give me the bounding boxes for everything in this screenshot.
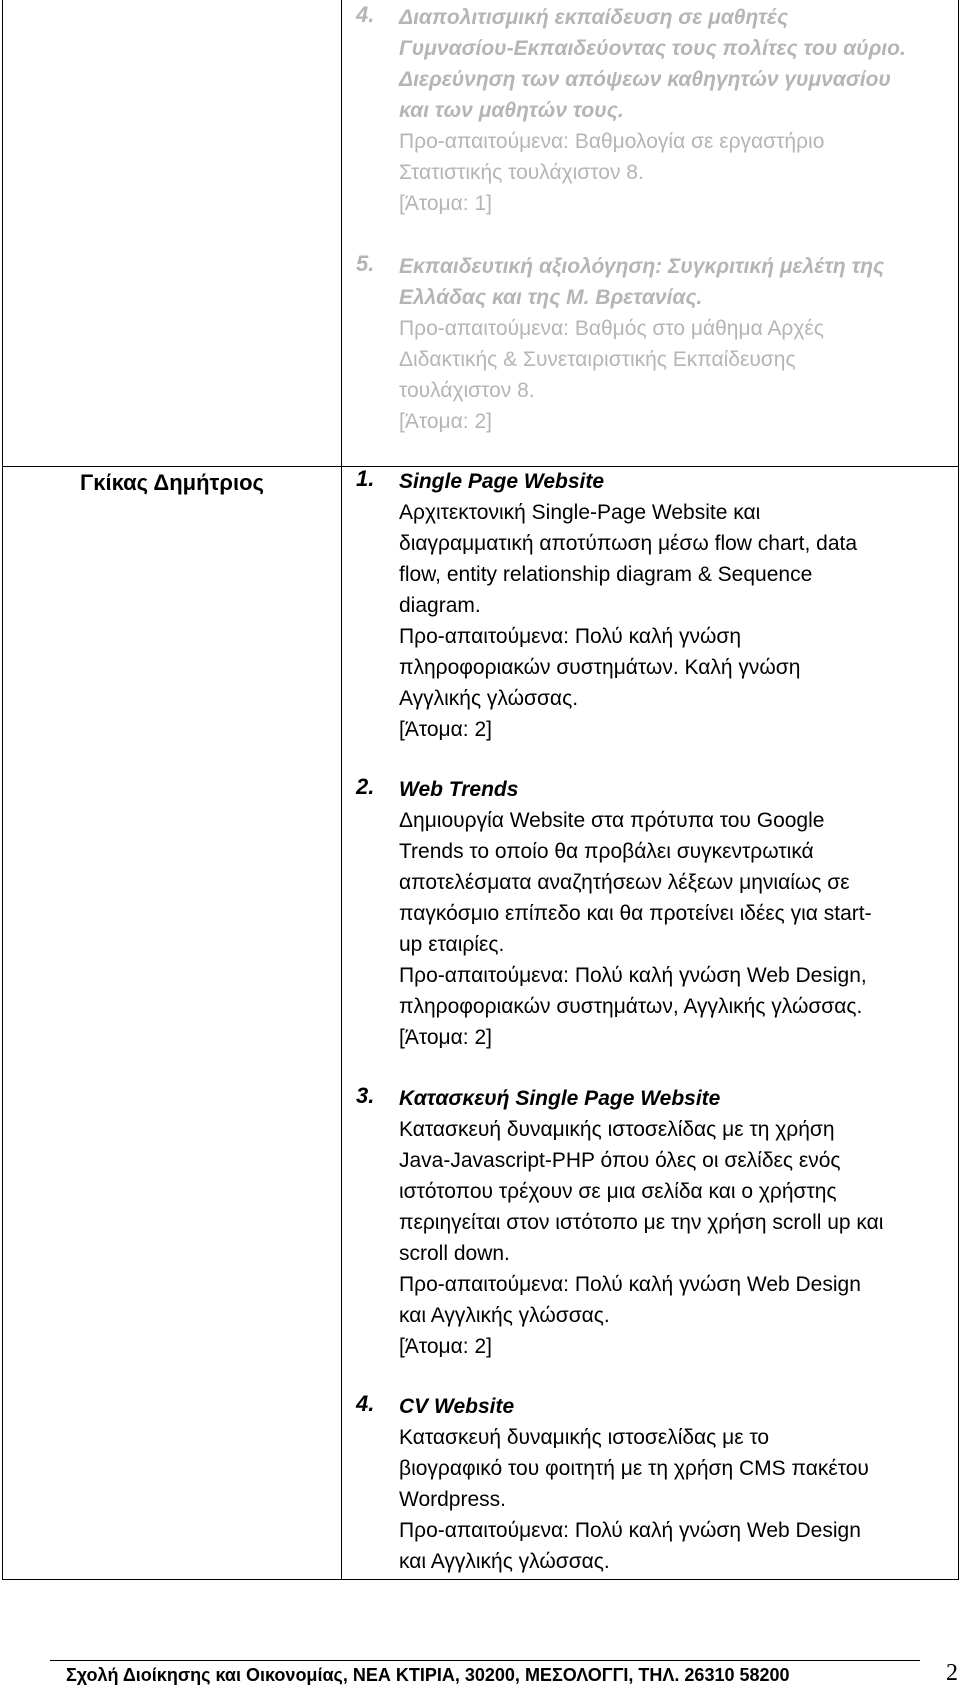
project-title-line: και των μαθητών τους. [399, 99, 624, 122]
project-title: Web Trends [399, 778, 519, 801]
project-4 [356, 1391, 956, 1577]
project-desc-line: αποτελέσματα αναζητήσεων λέξεων μηνιαίως σε [399, 871, 850, 894]
project-desc-line: πληροφοριακών συστημάτων, Αγγλικής γλώσσας. [399, 995, 863, 1018]
project-desc-line: Διδακτικής & Συνεταιριστικής Εκπαίδευσης [399, 348, 796, 371]
project-3 [356, 1083, 956, 1362]
project-desc-line: Αγγλικής γλώσσας. [399, 687, 579, 710]
project-desc-line: up εταιρίες. [399, 933, 505, 956]
project-people: [Άτομα: 2] [399, 1335, 492, 1358]
project-people: [Άτομα: 1] [399, 192, 492, 215]
project-title: Single Page Website [399, 470, 605, 493]
project-number: 1. [356, 466, 375, 491]
project-desc-line: τουλάχιστον 8. [399, 379, 535, 402]
project-desc-line: διαγραμματική αποτύπωση μέσω flow chart, data [399, 532, 858, 555]
project-desc-line: παγκόσμιο επίπεδο και θα προτείνει ιδέες για start- [399, 902, 872, 925]
project-desc-line: Προ-απαιτούμενα: Πολύ καλή γνώση [399, 625, 742, 648]
project-2 [356, 774, 956, 1053]
project-desc-line: flow, entity relationship diagram & Sequence [399, 563, 813, 586]
faded-project-4 [356, 2, 956, 219]
project-title: CV Website [399, 1395, 515, 1418]
project-desc-line: βιογραφικό του φοιτητή με τη χρήση CMS πακέτου [399, 1457, 869, 1480]
project-title-line: Διαπολιτισμική εκπαίδευση σε μαθητές [399, 6, 789, 29]
table-border-right [958, 0, 959, 1580]
project-desc-line: scroll down. [399, 1242, 510, 1265]
footer-address: Σχολή Διοίκησης και Οικονομίας, ΝΕΑ ΚΤΙΡΙΑ, 30200, ΜΕΣΟΛΟΓΓΙ, ΤΗΛ. 26310 58200 [66, 1665, 790, 1685]
project-desc-line: Προ-απαιτούμενα: Βαθμολογία σε εργαστήριο [399, 130, 825, 153]
project-people: [Άτομα: 2] [399, 718, 492, 741]
project-desc-line: diagram. [399, 594, 481, 617]
project-people: [Άτομα: 2] [399, 410, 492, 433]
project-desc-line: Wordpress. [399, 1488, 506, 1511]
table-border-middle [341, 0, 342, 1580]
project-title-line: Γυμνασίου-Εκπαιδεύοντας τους πολίτες του αύριο. [399, 37, 906, 60]
project-desc-line: Προ-απαιτούμενα: Βαθμός στο μάθημα Αρχές [399, 317, 824, 340]
project-number: 3. [356, 1083, 375, 1108]
project-desc-line: Κατασκευή δυναμικής ιστοσελίδας με το [399, 1426, 770, 1449]
project-people: [Άτομα: 2] [399, 1026, 492, 1049]
project-number: 4. [356, 2, 375, 27]
project-title-line: Ελλάδας και της Μ. Βρετανίας. [399, 286, 703, 309]
project-desc-line: ιστότοπου τρέχουν σε μια σελίδα και ο χρήστης [399, 1180, 837, 1203]
project-desc-line: Java-Javascript-PHP όπου όλες οι σελίδες ενός [399, 1149, 841, 1172]
table-border-left [2, 0, 3, 1580]
project-desc-line: περιηγείται στον ιστότοπο με την χρήση scroll up και [399, 1211, 884, 1234]
project-desc-line: Κατασκευή δυναμικής ιστοσελίδας με τη χρήση [399, 1118, 835, 1141]
project-desc-line: Δημιουργία Website στα πρότυπα του Google [399, 809, 825, 832]
project-desc-line: Προ-απαιτούμενα: Πολύ καλή γνώση Web Design [399, 1519, 861, 1542]
page-number: 2 [946, 1660, 958, 1686]
project-desc-line: Προ-απαιτούμενα: Πολύ καλή γνώση Web Design [399, 1273, 861, 1296]
project-number: 4. [356, 1391, 375, 1416]
project-desc-line: και Αγγλικής γλώσσας. [399, 1550, 610, 1573]
project-desc-line: Στατιστικής τουλάχιστον 8. [399, 161, 644, 184]
project-title-line: Διερεύνηση των απόψεων καθηγητών γυμνασίου [399, 68, 891, 91]
project-desc-line: Προ-απαιτούμενα: Πολύ καλή γνώση Web Design, [399, 964, 867, 987]
project-number: 2. [356, 774, 375, 799]
project-desc-line: και Αγγλικής γλώσσας. [399, 1304, 610, 1327]
supervisor-name: Γκίκας Δημήτριος [80, 470, 264, 495]
table-border-bottom [2, 1579, 959, 1580]
project-desc-line: Trends το οποίο θα προβάλει συγκεντρωτικά [399, 840, 814, 863]
project-title-line: Εκπαιδευτική αξιολόγηση: Συγκριτική μελέτη της [399, 255, 885, 278]
project-number: 5. [356, 251, 375, 276]
faded-project-5 [356, 251, 956, 437]
project-desc-line: πληροφοριακών συστημάτων. Καλή γνώση [399, 656, 801, 679]
project-desc-line: Αρχιτεκτονική Single-Page Website και [399, 501, 761, 524]
footer-rule [50, 1660, 920, 1661]
project-1 [356, 466, 956, 745]
project-title: Κατασκευή Single Page Website [399, 1087, 721, 1110]
